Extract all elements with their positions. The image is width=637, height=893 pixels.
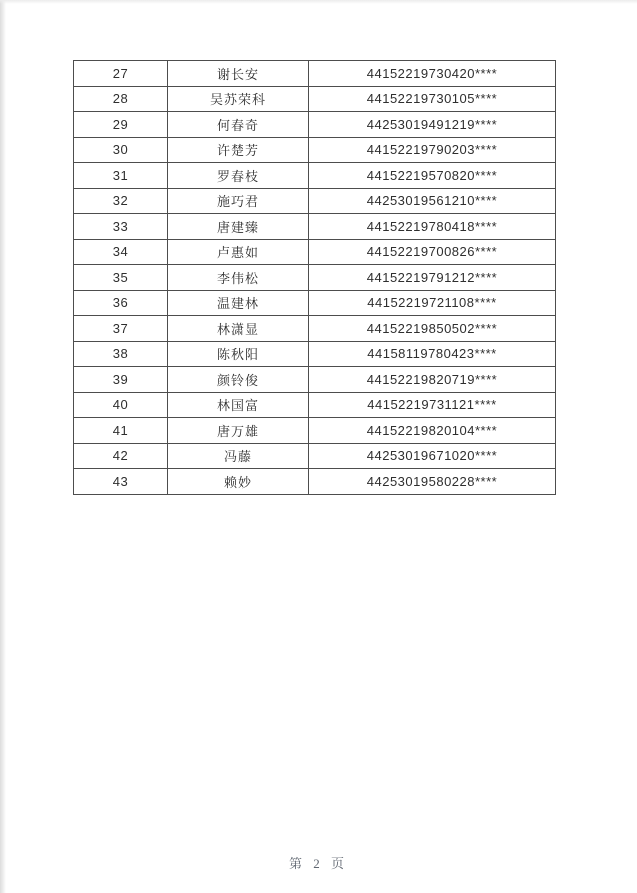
row-number-cell: 42 xyxy=(74,443,168,469)
table-row xyxy=(74,214,556,240)
roster-table-body xyxy=(74,61,556,495)
row-number-cell: 35 xyxy=(74,265,168,291)
table-row xyxy=(74,316,556,342)
table-row xyxy=(74,239,556,265)
name-cell: 林潇显 xyxy=(168,316,309,342)
row-number-cell: 36 xyxy=(74,290,168,316)
row-number-cell: 39 xyxy=(74,367,168,393)
row-number-cell: 40 xyxy=(74,392,168,418)
table-row xyxy=(74,367,556,393)
id-number-cell: 44152219731121**** xyxy=(309,392,556,418)
row-number-cell: 41 xyxy=(74,418,168,444)
name-cell: 唐万雄 xyxy=(168,418,309,444)
name-cell: 施巧君 xyxy=(168,188,309,214)
id-number-cell: 44253019491219**** xyxy=(309,112,556,138)
name-cell: 林国富 xyxy=(168,392,309,418)
name-cell: 唐建臻 xyxy=(168,214,309,240)
table-row xyxy=(74,112,556,138)
id-number-cell: 44158119780423**** xyxy=(309,341,556,367)
table-row xyxy=(74,341,556,367)
id-number-cell: 44152219721108**** xyxy=(309,290,556,316)
id-number-cell: 44152219850502**** xyxy=(309,316,556,342)
id-number-cell: 44253019561210**** xyxy=(309,188,556,214)
row-number-cell: 30 xyxy=(74,137,168,163)
name-cell: 吴苏荣科 xyxy=(168,86,309,112)
table-row xyxy=(74,61,556,87)
name-cell: 陈秋阳 xyxy=(168,341,309,367)
table-row xyxy=(74,163,556,189)
row-number-cell: 31 xyxy=(74,163,168,189)
table-row xyxy=(74,188,556,214)
id-number-cell: 44152219730420**** xyxy=(309,61,556,87)
table-row xyxy=(74,86,556,112)
row-number-cell: 37 xyxy=(74,316,168,342)
id-number-cell: 44152219780418**** xyxy=(309,214,556,240)
page-number-footer: 第 2 页 xyxy=(288,856,348,871)
table-row xyxy=(74,290,556,316)
row-number-cell: 38 xyxy=(74,341,168,367)
row-number-cell: 28 xyxy=(74,86,168,112)
id-number-cell: 44152219730105**** xyxy=(309,86,556,112)
name-cell: 颜铃俊 xyxy=(168,367,309,393)
scan-edge-left xyxy=(0,0,6,893)
row-number-cell: 34 xyxy=(74,239,168,265)
name-cell: 李伟松 xyxy=(168,265,309,291)
id-number-cell: 44152219820104**** xyxy=(309,418,556,444)
table-row xyxy=(74,443,556,469)
id-number-cell: 44152219570820**** xyxy=(309,163,556,189)
name-cell: 温建林 xyxy=(168,290,309,316)
id-number-cell: 44253019671020**** xyxy=(309,443,556,469)
table-row xyxy=(74,265,556,291)
row-number-cell: 32 xyxy=(74,188,168,214)
name-cell: 卢惠如 xyxy=(168,239,309,265)
name-cell: 赖妙 xyxy=(168,469,309,495)
id-number-cell: 44152219791212**** xyxy=(309,265,556,291)
name-cell: 许楚芳 xyxy=(168,137,309,163)
row-number-cell: 33 xyxy=(74,214,168,240)
scan-edge-top xyxy=(0,0,637,4)
row-number-cell: 27 xyxy=(74,61,168,87)
name-cell: 罗春枝 xyxy=(168,163,309,189)
table-row xyxy=(74,137,556,163)
name-cell: 何春奇 xyxy=(168,112,309,138)
row-number-cell: 43 xyxy=(74,469,168,495)
row-number-cell: 29 xyxy=(74,112,168,138)
name-cell: 冯藤 xyxy=(168,443,309,469)
name-cell: 谢长安 xyxy=(168,61,309,87)
id-number-cell: 44152219820719**** xyxy=(309,367,556,393)
table-row xyxy=(74,392,556,418)
id-number-cell: 44253019580228**** xyxy=(309,469,556,495)
id-number-cell: 44152219790203**** xyxy=(309,137,556,163)
table-row xyxy=(74,418,556,444)
table-row xyxy=(74,469,556,495)
id-number-cell: 44152219700826**** xyxy=(309,239,556,265)
roster-table xyxy=(73,60,556,495)
